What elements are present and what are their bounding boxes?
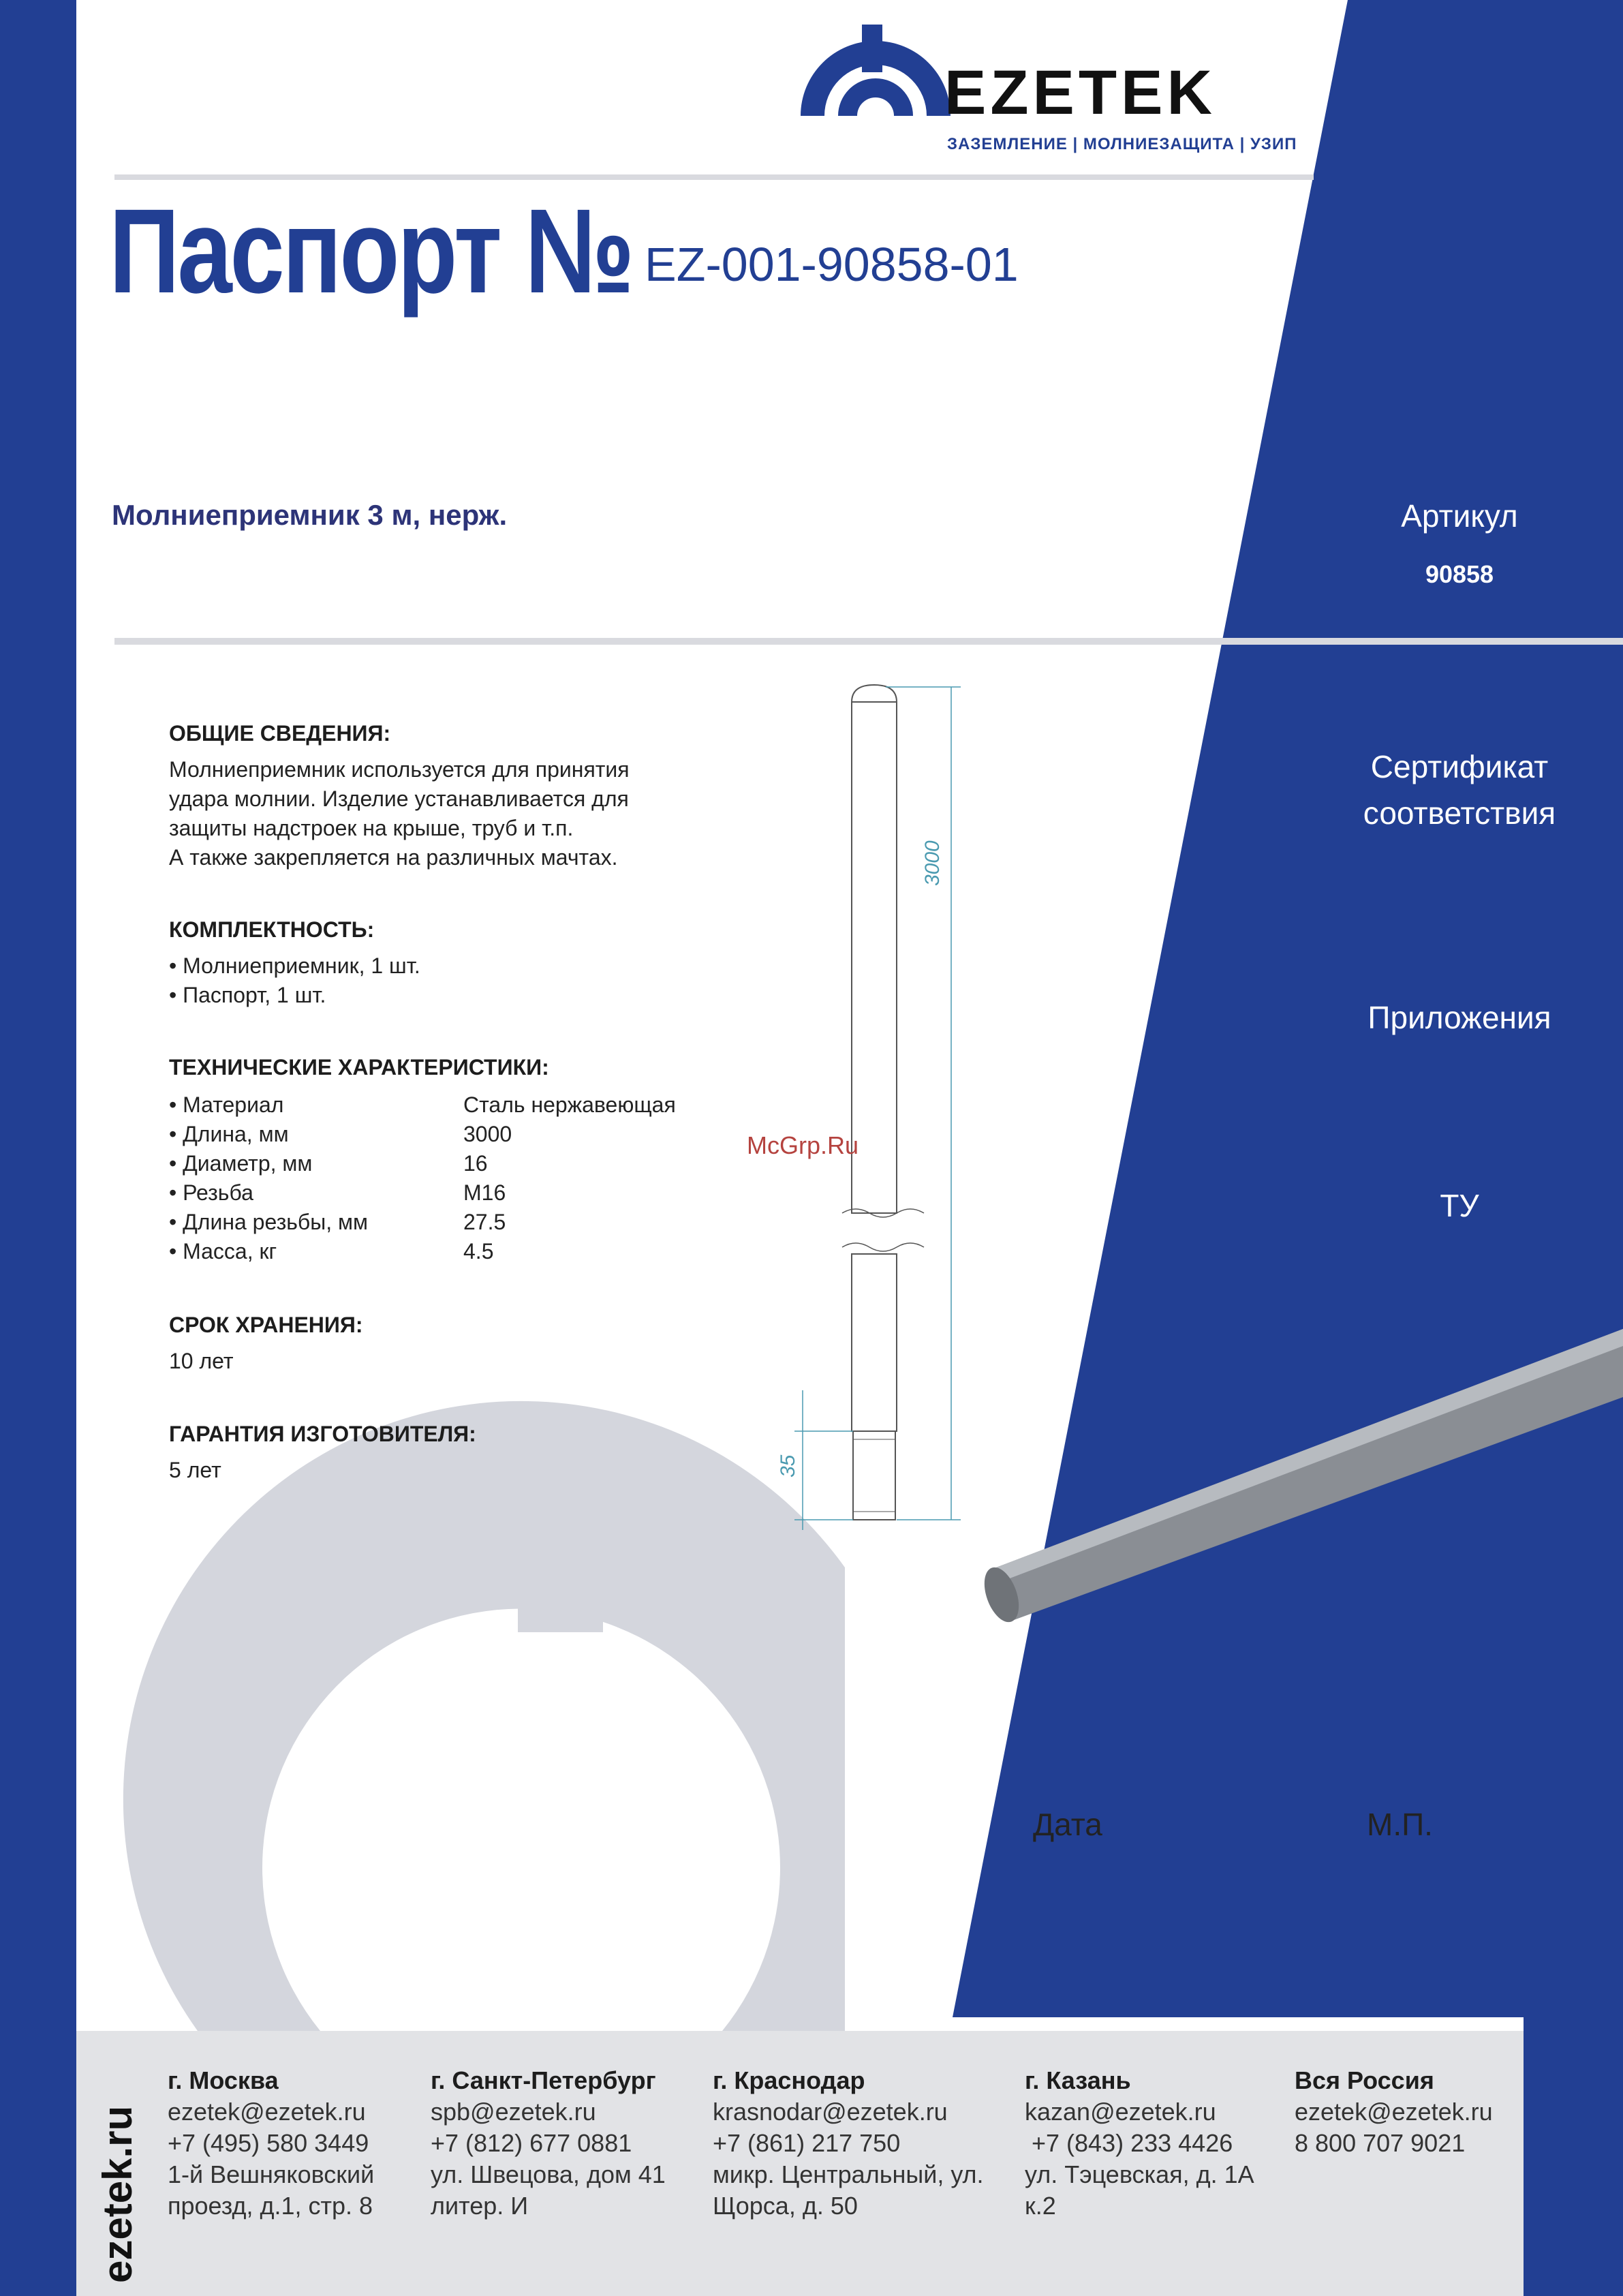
list-item: • Молниеприемник, 1 шт. — [169, 953, 420, 978]
spec-value: 4.5 — [463, 1239, 494, 1264]
spec-value: 27.5 — [463, 1210, 506, 1234]
spec-value: М16 — [463, 1180, 506, 1205]
office-email[interactable]: spb@ezetek.ru — [431, 2098, 596, 2126]
table-row — [169, 1149, 676, 1178]
spec-key: • Резьба — [169, 1180, 253, 1205]
warranty-value: 5 лет — [169, 1458, 221, 1482]
kit-list — [169, 951, 420, 1010]
certificate-label-line1: Сертификат — [1370, 749, 1549, 784]
office-city: г. Москва — [168, 2066, 279, 2094]
office-address: микр. Центральный, ул. — [713, 2160, 984, 2188]
table-row — [169, 1208, 676, 1237]
rod-drawing — [794, 685, 961, 1530]
general-text — [169, 755, 630, 872]
table-row — [169, 1090, 676, 1120]
office-address: проезд, д.1, стр. 8 — [168, 2192, 373, 2220]
article-label: Артикул — [1401, 498, 1518, 534]
office-email[interactable]: krasnodar@ezetek.ru — [713, 2098, 948, 2126]
office-moscow — [168, 2065, 374, 2222]
kit-heading: КОМПЛЕКТНОСТЬ: — [169, 917, 375, 942]
watermark-text: McGrp.Ru — [747, 1131, 859, 1159]
office-krasnodar — [713, 2065, 984, 2222]
spec-value: 3000 — [463, 1122, 512, 1146]
table-row — [169, 1120, 676, 1149]
dimension-length-label: 3000 — [921, 840, 944, 886]
office-spb — [431, 2065, 666, 2222]
right-blue-panel — [953, 0, 1623, 2296]
office-city: г. Краснодар — [713, 2066, 865, 2094]
footer-site[interactable]: ezetek.ru — [95, 2105, 140, 2283]
office-address: литер. И — [431, 2192, 529, 2220]
office-address: Щорса, д. 50 — [713, 2192, 858, 2220]
header-divider — [114, 174, 1314, 180]
list-item: • Паспорт, 1 шт. — [169, 983, 326, 1007]
office-address: ул. Тэцевская, д. 1А — [1025, 2160, 1254, 2188]
document-number: EZ-001-90858-01 — [645, 238, 1019, 291]
appendices-label: Приложения — [1367, 1000, 1551, 1035]
spec-key: • Длина, мм — [169, 1122, 289, 1146]
general-line: удара молнии. Изделие устанавливается для — [169, 786, 629, 811]
general-line: А также закрепляется на различных мачтах. — [169, 845, 618, 870]
office-email[interactable]: kazan@ezetek.ru — [1025, 2098, 1216, 2126]
general-line: Молниеприемник используется для принятия — [169, 757, 630, 782]
office-city: г. Казань — [1025, 2066, 1131, 2094]
left-blue-stripe — [0, 0, 76, 2296]
spec-key: • Материал — [169, 1092, 284, 1117]
office-phone[interactable]: +7 (812) 677 0881 — [431, 2129, 632, 2157]
tu-label: ТУ — [1440, 1188, 1479, 1223]
spec-value: Сталь нержавеющая — [463, 1092, 676, 1117]
article-value: 90858 — [1425, 560, 1494, 588]
logo-mark-icon — [801, 25, 950, 116]
specs-table — [169, 1090, 676, 1266]
logo-wordmark: EZETEK — [944, 58, 1216, 127]
certificate-label-line2: соответствия — [1363, 795, 1556, 831]
office-city: г. Санкт-Петербург — [431, 2066, 656, 2094]
gray-logo-shape — [123, 1401, 845, 2031]
product-divider — [114, 638, 1623, 645]
spec-value: 16 — [463, 1151, 488, 1176]
office-phone[interactable]: +7 (843) 233 4426 — [1025, 2129, 1233, 2157]
storage-value: 10 лет — [169, 1349, 234, 1373]
office-address: ул. Швецова, дом 41 — [431, 2160, 666, 2188]
spec-key: • Диаметр, мм — [169, 1151, 313, 1176]
office-phone[interactable]: +7 (861) 217 750 — [713, 2129, 901, 2157]
office-email[interactable]: ezetek@ezetek.ru — [168, 2098, 366, 2126]
warranty-heading: ГАРАНТИЯ ИЗГОТОВИТЕЛЯ: — [169, 1422, 476, 1446]
product-name: Молниеприемник 3 м, нерж. — [112, 499, 508, 531]
office-city: Вся Россия — [1295, 2066, 1434, 2094]
table-row — [169, 1237, 676, 1266]
office-address: к.2 — [1025, 2192, 1056, 2220]
date-label: Дата — [1033, 1807, 1102, 1842]
general-heading: ОБЩИЕ СВЕДЕНИЯ: — [169, 721, 391, 746]
office-russia — [1295, 2065, 1493, 2159]
general-line: защиты надстроек на крыше, труб и т.п. — [169, 816, 574, 840]
spec-key: • Длина резьбы, мм — [169, 1210, 369, 1234]
office-phone[interactable]: +7 (495) 580 3449 — [168, 2129, 369, 2157]
office-phone[interactable]: 8 800 707 9021 — [1295, 2129, 1466, 2157]
page-title: Паспорт № — [109, 185, 632, 318]
storage-heading: СРОК ХРАНЕНИЯ: — [169, 1313, 363, 1337]
spec-key: • Масса, кг — [169, 1239, 277, 1264]
table-row — [169, 1178, 676, 1208]
office-email[interactable]: ezetek@ezetek.ru — [1295, 2098, 1493, 2126]
office-kazan — [1025, 2065, 1254, 2222]
logo-tagline: ЗАЗЕМЛЕНИЕ | МОЛНИЕЗАЩИТА | УЗИП — [947, 135, 1297, 153]
stamp-label: М.П. — [1367, 1807, 1433, 1842]
specs-heading: ТЕХНИЧЕСКИЕ ХАРАКТЕРИСТИКИ: — [169, 1055, 549, 1080]
dimension-thread-label: 35 — [777, 1454, 799, 1478]
office-address: 1-й Вешняковский — [168, 2160, 375, 2188]
